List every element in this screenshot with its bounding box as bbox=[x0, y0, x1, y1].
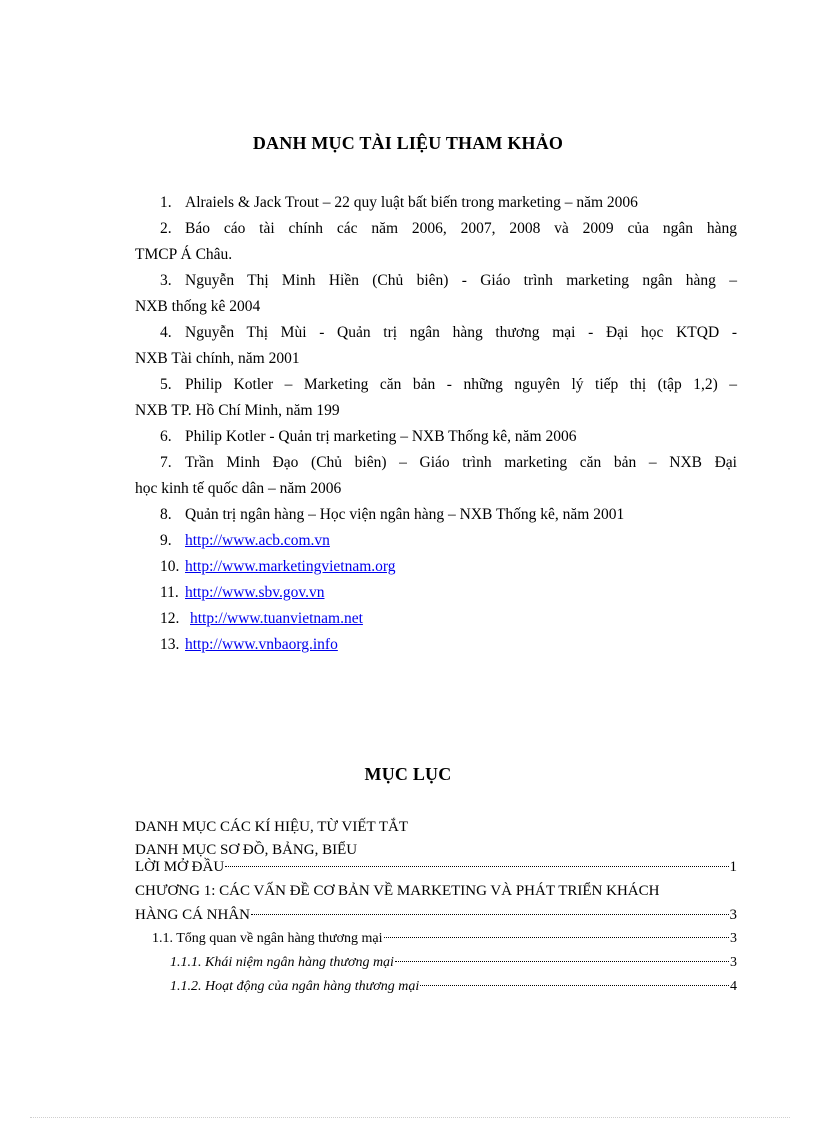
reference-link-item: 11. http://www.sbv.gov.vn bbox=[160, 584, 325, 601]
dot-leader bbox=[395, 960, 729, 962]
reference-item: 7. Trần Minh Đạo (Chủ biên) – Giáo trình marketing căn bản – NXB Đại học kinh tế quốc dân – năm 2006 bbox=[135, 454, 737, 497]
toc-entry[interactable]: LỜI MỞ ĐẦU 1 bbox=[135, 859, 737, 875]
reference-item: 4. Nguyễn Thị Mùi - Quản trị ngân hàng thương mại - Đại học KTQD - NXB Tài chính, năm 2001 bbox=[135, 324, 737, 367]
toc-entry[interactable]: HÀNG CÁ NHÂN 3 bbox=[135, 907, 737, 923]
dot-leader bbox=[384, 936, 729, 938]
dot-leader bbox=[251, 913, 729, 915]
toc-entry[interactable]: 1.1.2. Hoạt động của ngân hàng thương mại 4 bbox=[170, 979, 737, 994]
toc-entry[interactable]: DANH MỤC SƠ ĐỒ, BẢNG, BIỂU bbox=[135, 842, 358, 858]
reference-list bbox=[135, 190, 737, 658]
dot-leader bbox=[225, 865, 728, 867]
reference-item: 1. Alraiels & Jack Trout – 22 quy luật bất biến trong marketing – năm 2006 bbox=[160, 194, 638, 211]
toc-heading: MỤC LỤC bbox=[364, 764, 452, 784]
references-heading: DANH MỤC TÀI LIỆU THAM KHẢO bbox=[252, 133, 564, 153]
link-sbv[interactable]: http://www.sbv.gov.vn bbox=[185, 584, 325, 601]
table-of-contents bbox=[135, 816, 737, 999]
page-bottom-divider bbox=[30, 1117, 790, 1118]
link-marketingvietnam[interactable]: http://www.marketingvietnam.org bbox=[185, 558, 396, 575]
reference-item: 6. Philip Kotler - Quản trị marketing – NXB Thống kê, năm 2006 bbox=[160, 428, 577, 445]
link-vnbaorg[interactable]: http://www.vnbaorg.info bbox=[185, 636, 338, 653]
reference-item: 3. Nguyễn Thị Minh Hiền (Chủ biên) - Giáo trình marketing ngân hàng – NXB thống kê 2004 bbox=[135, 272, 737, 315]
dot-leader bbox=[420, 984, 729, 986]
toc-entry[interactable]: CHƯƠNG 1: CÁC VẤN ĐỀ CƠ BẢN VỀ MARKETING VÀ PHÁT TRIỂN KHÁCH bbox=[135, 883, 660, 899]
toc-entry[interactable]: DANH MỤC CÁC KÍ HIỆU, TỪ VIẾT TẮT bbox=[135, 819, 409, 835]
toc-entry[interactable]: 1.1. Tổng quan về ngân hàng thương mại 3 bbox=[152, 931, 737, 946]
reference-item: 5. Philip Kotler – Marketing căn bản - những nguyên lý tiếp thị (tập 1,2) – NXB TP. Hồ Chí Minh, năm 199 bbox=[135, 376, 737, 419]
reference-item: 2. Báo cáo tài chính các năm 2006, 2007, 2008 và 2009 của ngân hàng TMCP Á Châu. bbox=[135, 220, 737, 263]
reference-link-item: 10. http://www.marketingvietnam.org bbox=[160, 558, 396, 575]
link-tuanvietnam[interactable]: http://www.tuanvietnam.net bbox=[190, 610, 363, 627]
reference-link-item: 9. http://www.acb.com.vn bbox=[160, 532, 330, 549]
link-acb[interactable]: http://www.acb.com.vn bbox=[185, 532, 330, 549]
reference-link-item: 13. http://www.vnbaorg.info bbox=[160, 636, 338, 653]
toc-entry[interactable]: 1.1.1. Khái niệm ngân hàng thương mại 3 bbox=[170, 955, 737, 970]
reference-link-item: 12. http://www.tuanvietnam.net bbox=[160, 610, 363, 627]
reference-item: 8. Quản trị ngân hàng – Học viện ngân hàng – NXB Thống kê, năm 2001 bbox=[160, 506, 625, 523]
